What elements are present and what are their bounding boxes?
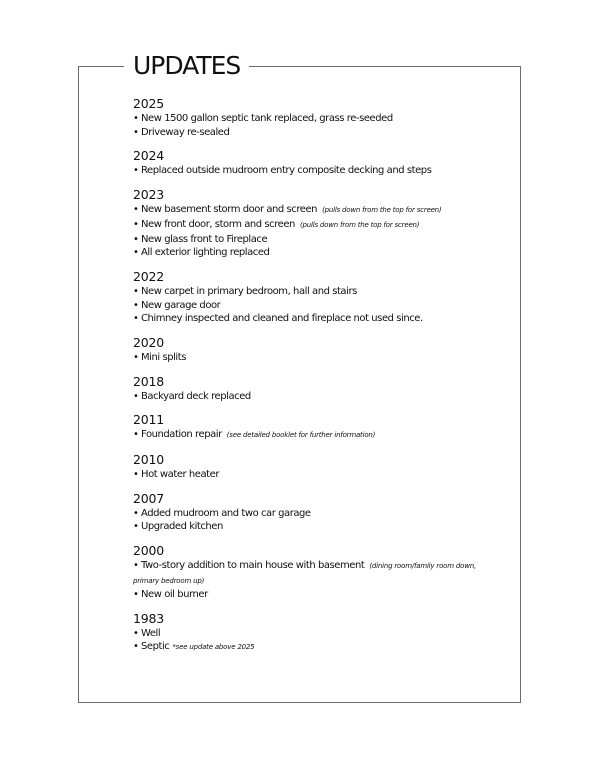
update-item [133, 390, 513, 404]
year-section-2025 [133, 96, 513, 139]
bullet-icon: • [133, 313, 139, 325]
bullet-icon: • [133, 390, 139, 402]
bullet-icon: • [133, 641, 139, 653]
bullet-icon: • [133, 299, 139, 311]
bullet-icon: • [133, 126, 139, 138]
bullet-icon: • [133, 165, 139, 177]
page-title: UPDATES [124, 50, 249, 82]
year-heading: 2020 [133, 335, 165, 351]
update-items [133, 507, 513, 534]
update-items [133, 627, 513, 655]
update-items [133, 351, 513, 365]
update-item-text: Replaced outside mudroom entry composite decking and steps [141, 165, 432, 177]
year-section-2000 [133, 543, 513, 602]
update-item [133, 164, 513, 178]
update-item-text: New front door, storm and screen [141, 218, 295, 230]
update-item-note: (pulls down from the top for screen) [299, 220, 420, 229]
update-item [133, 218, 513, 233]
update-item-text: Added mudroom and two car garage [141, 507, 311, 519]
update-item-text: Upgraded kitchen [141, 521, 223, 533]
year-heading: 2023 [133, 187, 165, 203]
update-item [133, 203, 513, 218]
year-section-2018 [133, 374, 513, 404]
bullet-icon: • [133, 429, 139, 441]
bullet-icon: • [133, 113, 139, 124]
year-section-2020 [133, 335, 513, 365]
year-section-1983 [133, 611, 513, 655]
update-item [133, 299, 513, 313]
year-section-2010 [133, 452, 513, 482]
update-item-text: Backyard deck replaced [141, 390, 251, 402]
year-heading: 2011 [133, 412, 165, 428]
update-item [133, 468, 513, 482]
update-item [133, 112, 513, 126]
update-item [133, 246, 513, 260]
update-item-text: New 1500 gallon septic tank replaced, grass re-seeded [141, 113, 393, 124]
year-heading: 1983 [133, 610, 165, 626]
update-items [133, 112, 513, 139]
bullet-icon: • [133, 589, 139, 601]
bullet-icon: • [133, 204, 139, 216]
update-items [133, 559, 513, 602]
year-heading: 2010 [133, 451, 165, 467]
update-items [133, 203, 513, 260]
update-item-text: Foundation repair [141, 429, 222, 441]
update-items [133, 468, 513, 482]
update-items [133, 285, 513, 326]
update-item-text: Driveway re-sealed [141, 126, 230, 138]
update-item [133, 627, 513, 641]
year-heading: 2000 [133, 543, 165, 559]
update-item-text: New glass front to Fireplace [141, 233, 268, 245]
update-items [133, 164, 513, 178]
bullet-icon: • [133, 521, 139, 533]
update-items [133, 428, 513, 443]
update-item [133, 559, 483, 588]
update-item [133, 233, 513, 247]
bullet-icon: • [133, 560, 139, 572]
bullet-icon: • [133, 247, 139, 259]
update-item [133, 507, 513, 521]
update-item-text: New carpet in primary bedroom, hall and stairs [141, 285, 357, 297]
bullet-icon: • [133, 507, 139, 519]
year-heading: 2018 [133, 373, 165, 389]
update-item-text: Two-story addition to main house with basement [141, 560, 365, 572]
year-heading: 2022 [133, 268, 165, 284]
update-item-text: Well [141, 627, 161, 639]
bullet-icon: • [133, 233, 139, 245]
update-item [133, 351, 513, 365]
year-section-2007 [133, 491, 513, 534]
bullet-icon: • [133, 285, 139, 297]
update-item-text: New garage door [141, 299, 221, 311]
update-item [133, 640, 513, 655]
update-item-text: New basement storm door and screen [141, 204, 318, 216]
bullet-icon: • [133, 468, 139, 480]
year-section-2022 [133, 269, 513, 326]
year-heading: 2025 [133, 96, 165, 111]
update-items [133, 390, 513, 404]
update-item [133, 428, 483, 443]
update-item [133, 588, 513, 602]
bullet-icon: • [133, 627, 139, 639]
update-item-text: Mini splits [141, 352, 186, 364]
year-heading: 2024 [133, 148, 165, 164]
update-item-note: (pulls down from the top for screen) [322, 206, 442, 215]
update-item-text: New oil burner [141, 589, 208, 601]
update-item-text: All exterior lighting replaced [141, 247, 270, 259]
update-item-note: (see detailed booklet for further information) [226, 431, 376, 440]
update-item-note: (dining room/family room down, primary bedroom up) [133, 562, 477, 585]
update-item-text: Chimney inspected and cleaned and fireplace not used since. [141, 313, 423, 325]
update-item-text: Hot water heater [141, 468, 220, 480]
update-item [133, 520, 513, 534]
update-item [133, 312, 513, 326]
year-section-2024 [133, 148, 513, 178]
update-item-note: *see update above 2025 [172, 643, 255, 652]
bullet-icon: • [133, 352, 139, 364]
updates-list [133, 96, 513, 664]
bullet-icon: • [133, 218, 139, 230]
update-item-text: Septic [141, 641, 170, 653]
year-section-2011 [133, 412, 513, 443]
year-heading: 2007 [133, 490, 165, 506]
update-item [133, 126, 513, 140]
update-item [133, 285, 513, 299]
year-section-2023 [133, 187, 513, 260]
